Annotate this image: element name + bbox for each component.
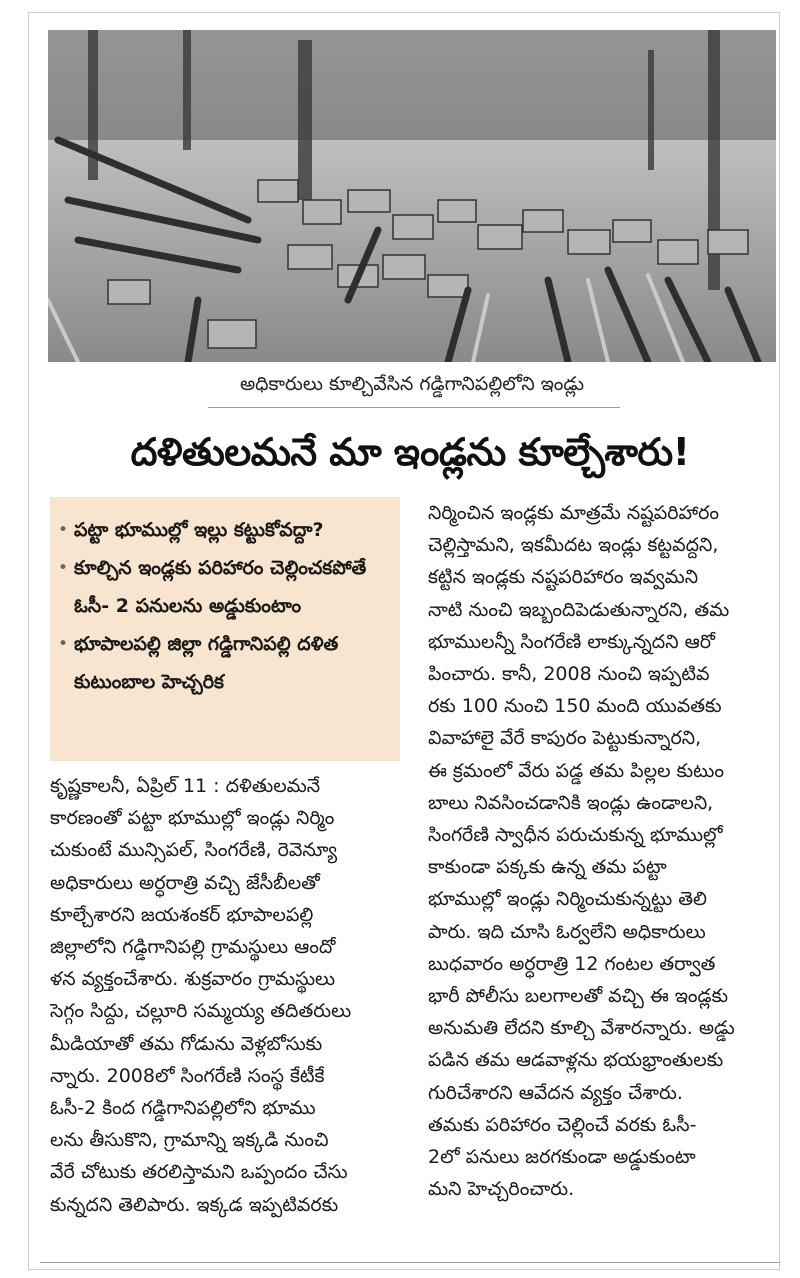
article-line: నిర్మించిన ఇండ్లకు మాత్రమే నష్టపరిహారం bbox=[428, 502, 720, 524]
article-line: మీడియాతో తమ గోడును వెళ్లబోసుకు bbox=[50, 1032, 323, 1055]
article-line: కృష్ణకాలనీ, ఏప్రిల్ 11 : దళితులమనే bbox=[50, 775, 321, 797]
article-line: బుధవారం అర్ధరాత్రి 12 గంటల తర్వాత bbox=[428, 952, 716, 975]
article-line: సింగరేణి స్వాధీన పరుచుకున్న భూముల్లో bbox=[428, 824, 723, 847]
article-line: పించారు. కానీ, 2008 నుంచి ఇప్పటివ bbox=[428, 663, 710, 686]
caption-divider bbox=[208, 407, 620, 408]
bullet-icon: • bbox=[58, 558, 69, 578]
article-column-right bbox=[428, 497, 778, 1205]
article-line: కారణంతో పట్టా భూముల్లో ఇండ్లు నిర్మిం bbox=[50, 807, 335, 830]
headline: దళితులమనే మా ఇండ్లను కూల్చేశారు! bbox=[130, 430, 690, 474]
article-line: చుకుంటే మున్సిపల్, సింగరేణి, రెవెన్యూ bbox=[50, 839, 338, 862]
highlight-text: కూల్చిన ఇండ్లకు పరిహారం చెల్లించకపోతే ఓసీ- 2 పనులను అడ్డుకుంటాం bbox=[74, 557, 367, 617]
demolished-houses-image bbox=[48, 30, 776, 362]
article-line: గురిచేశారని ఆవేదన వ్యక్తం చేశారు. bbox=[428, 1081, 683, 1104]
article-line: వేరే చోటుకు తరలిస్తామని ఒప్పందం చేసు bbox=[50, 1161, 348, 1184]
bottom-divider bbox=[40, 1262, 780, 1263]
article-line: సెగ్గం సిద్దు, చల్లూరి సమ్మయ్య తదితరులు bbox=[50, 1000, 352, 1023]
article-line: ళన వ్యక్తంచేశారు. శుక్రవారం గ్రామస్థులు bbox=[50, 968, 336, 991]
article-line: పారు. ఇది చూసి ఓర్వలేని అధికారులు bbox=[428, 920, 706, 943]
article-line: నాటి నుంచి ఇబ్బందిపెడుతున్నారని, తమ bbox=[428, 598, 730, 621]
photo-caption: అధికారులు కూల్చివేసిన గడ్డిగానిపల్లిలోని ఇండ్లు bbox=[239, 373, 585, 395]
article-line: పడిన తమ ఆడవాళ్లను భయభ్రాంతులకు bbox=[428, 1049, 724, 1072]
highlight-text: భూపాలపల్లి జిల్లా గడ్డిగానిపల్లి దళిత కుటుంబాల హెచ్చరిక bbox=[74, 633, 339, 693]
article-line: రకు 100 నుంచి 150 మంది యువతకు bbox=[428, 695, 722, 718]
article-line: అధికారులు అర్ధరాత్రి వచ్చి జేసీబీలతో bbox=[50, 871, 320, 894]
article-line: భూముల్లో ఇండ్లు నిర్మించుకున్నట్టు తెలి bbox=[428, 888, 707, 911]
highlights-box bbox=[50, 497, 400, 761]
article-line: న్నారు. 2008లో సింగరేణి సంస్థ కేటీకే bbox=[50, 1064, 325, 1087]
article-line: వివాహాలై వేరే కాపురం పెట్టుకున్నారని, bbox=[428, 727, 702, 750]
article-line: కూల్చేశారని జయశంకర్ భూపాలపల్లి bbox=[50, 903, 314, 926]
article-line: ఓసీ-2 కింద గడ్డిగానిపల్లిలోని భూము bbox=[50, 1097, 316, 1120]
highlight-item bbox=[58, 549, 390, 625]
article-line: జిల్లాలోని గడ్డిగానిపల్లి గ్రామస్థులు ఆందో bbox=[50, 936, 336, 959]
article-line: భారీ పోలీసు బలగాలతో వచ్చి ఈ ఇండ్లకు bbox=[428, 985, 729, 1008]
highlight-item bbox=[58, 511, 390, 549]
article-line: కట్టిన ఇండ్లకు నష్టపరిహారం ఇవ్వమని bbox=[428, 566, 699, 589]
article-line: కున్నదని తెలిపారు. ఇక్కడ ఇప్పటివరకు bbox=[50, 1193, 339, 1216]
article-line: తమకు పరిహారం చెల్లించే వరకు ఓసీ- bbox=[428, 1113, 697, 1136]
article-line: భూములన్నీ సింగరేణి లాక్కున్నదని ఆరో bbox=[428, 630, 716, 653]
news-photo bbox=[48, 30, 776, 362]
bullet-icon: • bbox=[58, 520, 69, 540]
article-line: బాలు నివసించడానికి ఇండ్లు ఉండాలని, bbox=[428, 791, 714, 814]
highlight-text: పట్టా భూముల్లో ఇల్లు కట్టుకోవద్దా? bbox=[74, 519, 324, 541]
article-line: కాకుండా పక్కకు ఉన్న తమ పట్టా bbox=[428, 856, 667, 879]
article-column-left bbox=[50, 770, 400, 1221]
article-line: మని హెచ్చరించారు. bbox=[428, 1178, 575, 1201]
article-line: 2లో పనులు జరగకుండా అడ్డుకుంటా bbox=[428, 1146, 696, 1169]
article-line: చెల్లిస్తామని, ఇకమీదట ఇండ్లు కట్టవద్దని, bbox=[428, 534, 719, 557]
highlight-item bbox=[58, 625, 390, 701]
article-line: అనుమతి లేదని కూల్చి వేశారన్నారు. అడ్డు bbox=[428, 1017, 735, 1040]
article-line: లను తీసుకొని, గ్రామాన్ని ఇక్కడి నుంచి bbox=[50, 1129, 329, 1152]
bullet-icon: • bbox=[58, 634, 69, 654]
article-line: ఈ క్రమంలో వేరు పడ్డ తమ పిల్లల కుటుం bbox=[428, 759, 724, 782]
